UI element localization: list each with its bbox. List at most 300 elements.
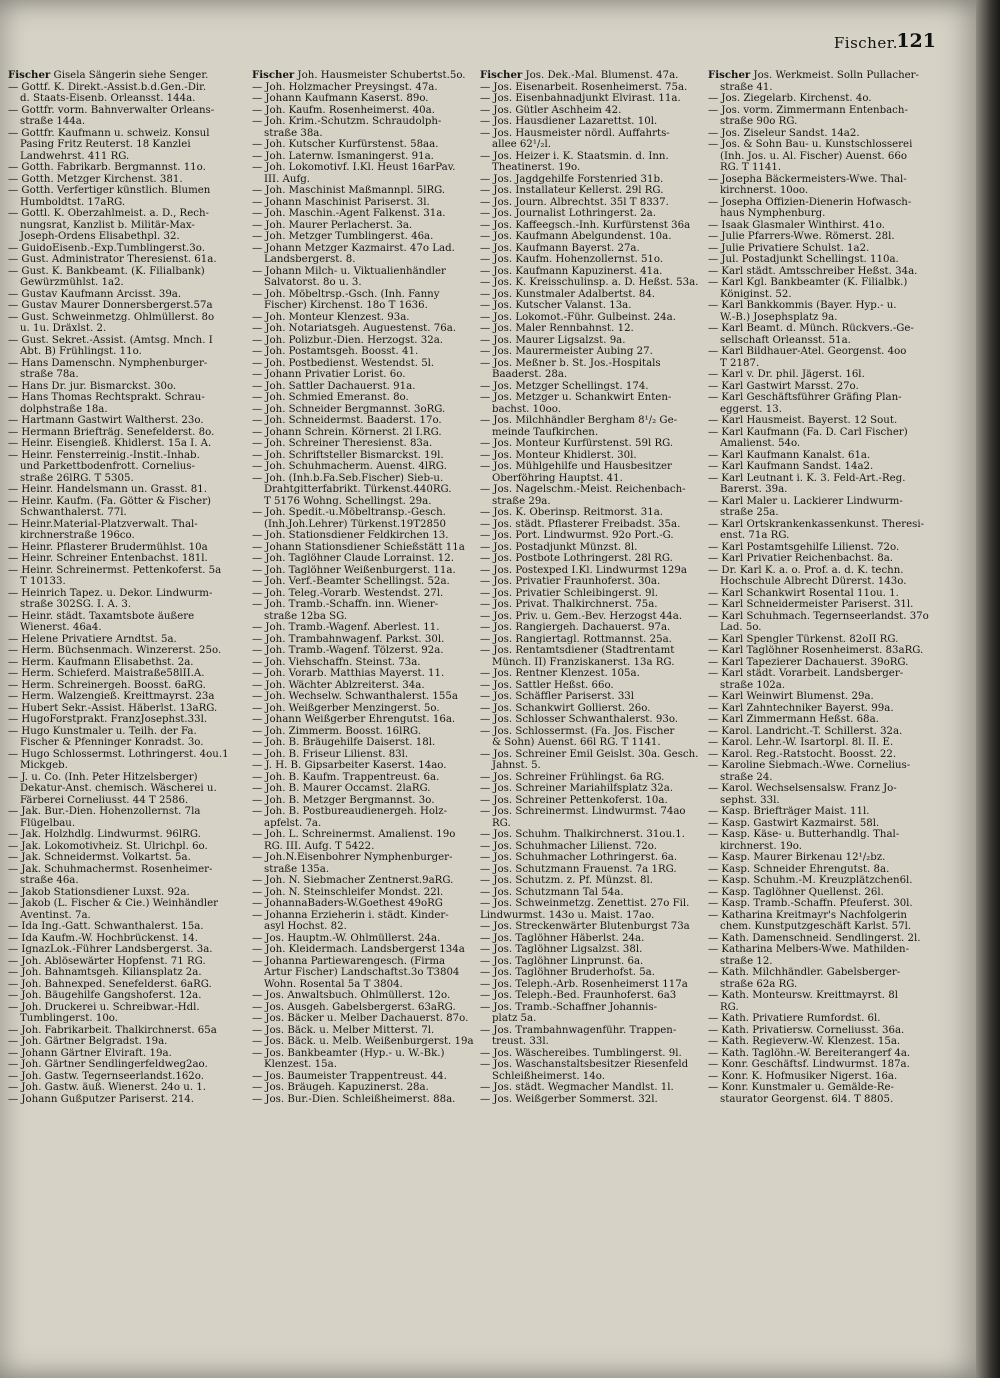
entry-text: — Gustav Maurer Donnersbergerst.57a bbox=[8, 300, 213, 311]
entry-text: — Hugo Kunstmaler u. Teilh. der Fa. bbox=[8, 725, 197, 737]
directory-entry bbox=[708, 542, 970, 554]
entry-continuation-line bbox=[8, 507, 244, 519]
directory-entry bbox=[480, 461, 706, 473]
directory-entry bbox=[252, 220, 482, 232]
directory-entry bbox=[8, 450, 244, 462]
entry-text: — Jos. Schutzmann Frauenst. 7a 1RG. bbox=[480, 863, 677, 875]
directory-entry bbox=[708, 806, 970, 818]
directory-entry bbox=[252, 185, 482, 197]
entry-text: — Joh. Taglöhner Claude Lorrainst. 12. bbox=[252, 553, 454, 564]
entry-text: RG. T 1141. bbox=[720, 162, 782, 173]
entry-continuation-line bbox=[708, 208, 970, 220]
entry-text: — Joh. Maschinist Maßmannpl. 5lRG. bbox=[252, 185, 446, 196]
directory-entry bbox=[252, 404, 482, 416]
entry-text: — IgnazLok.-Führer Landsbergerst. 3a. bbox=[8, 944, 213, 955]
entry-text: meinde Taufkirchen. bbox=[492, 426, 599, 438]
entry-text: — Joh. Tramb.-Wagenf. Tölzerst. 92a. bbox=[252, 645, 444, 656]
entry-text: — Karl Weinwirt Blumenst. 29a. bbox=[708, 691, 874, 702]
directory-entry bbox=[252, 427, 482, 439]
entry-text: — Joh. Gärtner Sendlingerfeldweg2ao. bbox=[8, 1059, 208, 1070]
directory-entry bbox=[8, 1002, 244, 1014]
directory-entry bbox=[252, 553, 482, 565]
entry-text: Klenzest. 15a. bbox=[264, 1059, 337, 1070]
entry-text: — Jos. Journ. Albrechtst. 35l T 8337. bbox=[480, 196, 669, 208]
entry-text: — Herm. Kaufmann Elisabethst. 2a. bbox=[8, 656, 194, 668]
entry-text: Wohn. Rosental 5a T 3804. bbox=[264, 978, 403, 990]
entry-text: staurator Georgenst. 6l4. T 8805. bbox=[720, 1093, 894, 1105]
entry-text: Mickgeb. bbox=[20, 760, 68, 771]
entry-text: — Jos. Milchhändler Bergham 8¹/₂ Ge- bbox=[480, 415, 678, 426]
entry-text: straße 12ba SG. bbox=[264, 610, 348, 622]
directory-entry bbox=[708, 898, 970, 910]
entry-continuation-line bbox=[252, 979, 482, 991]
directory-entry bbox=[708, 473, 970, 485]
directory-entry bbox=[252, 461, 482, 473]
directory-entry bbox=[480, 933, 706, 945]
entry-continuation-line bbox=[252, 967, 482, 979]
entry-text: — Jos. Nagelschm.-Meist. Reichenbach- bbox=[480, 484, 686, 495]
directory-entry bbox=[8, 944, 244, 956]
directory-entry bbox=[252, 105, 482, 117]
entry-text: — Johann Gußputzer Pariserst. 214. bbox=[8, 1093, 195, 1105]
directory-entry bbox=[252, 243, 482, 255]
directory-entry bbox=[480, 174, 706, 186]
directory-entry bbox=[708, 933, 970, 945]
entry-text: straße 25a. bbox=[720, 507, 779, 518]
directory-entry bbox=[8, 565, 244, 577]
entry-text: — Hans Thomas Rechtsprakt. Schrau- bbox=[8, 392, 205, 403]
entry-text: — Jos. Schreiner Mariahilfsplatz 32a. bbox=[480, 783, 674, 794]
directory-entry bbox=[252, 473, 482, 485]
entry-text: — Jos. Port. Lindwurmst. 92o Port.-G. bbox=[480, 530, 674, 541]
directory-entry bbox=[8, 427, 244, 439]
entry-text: — Jos. Trambahnwagenführ. Trappen- bbox=[480, 1024, 677, 1036]
entry-text: — Jos. Taglöhner Bruderhofst. 5a. bbox=[480, 967, 655, 978]
directory-entry bbox=[8, 772, 244, 784]
directory-entry bbox=[480, 519, 706, 531]
entry-continuation-line bbox=[252, 128, 482, 140]
entry-text: — Joh. Bahnexped. Senefelderst. 6aRG. bbox=[8, 978, 212, 990]
entry-text: — Joh. Kutscher Kurfürstenst. 58aa. bbox=[252, 139, 439, 150]
directory-entry bbox=[480, 450, 706, 462]
entry-text: — Jos. Metzger u. Schankwirt Enten- bbox=[480, 392, 672, 403]
directory-entry bbox=[252, 93, 482, 105]
directory-entry bbox=[252, 726, 482, 738]
entry-continuation-line bbox=[252, 174, 482, 186]
directory-entry bbox=[8, 542, 244, 554]
directory-entry bbox=[252, 760, 482, 772]
entry-text: — Joh. B. Kaufm. Trappentreust. 6a. bbox=[252, 771, 440, 783]
entry-text: — Jak. Lokomotivheiz. St. Ulrichpl. 6o. bbox=[8, 840, 208, 852]
entry-continuation-line bbox=[480, 818, 706, 830]
entry-text: — Hans Damenschn. Nymphenburger- bbox=[8, 357, 208, 369]
directory-entry bbox=[708, 588, 970, 600]
entry-text: Fischer) Kirchenst. 18o T 1636. bbox=[264, 300, 428, 311]
entry-text: — J. u. Co. (Inh. Peter Hitzelsberger) bbox=[8, 771, 198, 783]
entry-continuation-line bbox=[708, 82, 970, 94]
directory-entry bbox=[480, 1025, 706, 1037]
entry-text: — Jos. Kunstmaler Adalbertst. 84. bbox=[480, 288, 656, 300]
entry-text: — Jos. Bankbeamter (Hyp.- u. W.-Bk.) bbox=[252, 1047, 445, 1059]
entry-text: — Johann Metzger Kazmairst. 47o Lad. bbox=[252, 242, 455, 254]
running-head: Fischer. bbox=[833, 34, 898, 52]
directory-entry bbox=[252, 588, 482, 600]
entry-text: — Jos. Rentner Klenzest. 105a. bbox=[480, 668, 640, 679]
entry-text: — Jos. Kaufmann Kapuzinerst. 41a. bbox=[480, 265, 663, 277]
entry-continuation-line bbox=[252, 818, 482, 830]
entry-continuation-line bbox=[708, 312, 970, 324]
entry-text: — Hubert Sekr.-Assist. Häberlst. 13aRG. bbox=[8, 702, 218, 714]
directory-entry bbox=[480, 1048, 706, 1060]
entry-text: — Karl Schuhmach. Tegernseerlandst. 37o bbox=[708, 610, 929, 622]
directory-entry bbox=[8, 1036, 244, 1048]
entry-text: — Joh. Fabrikarbeit. Thalkirchnerst. 65a bbox=[8, 1024, 217, 1036]
entry-text: — Karl Kaufmann Kanalst. 61a. bbox=[708, 449, 871, 461]
directory-entry bbox=[708, 1036, 970, 1048]
entry-text: — Jos. Teleph.-Bed. Fraunhoferst. 6a3 bbox=[480, 990, 677, 1001]
entry-text: — Jak. Schuhmachermst. Rosenheimer- bbox=[8, 863, 213, 875]
entry-text: — Joh. Wechselw. Schwanthalerst. 155a bbox=[252, 691, 458, 702]
entry-continuation-line bbox=[708, 795, 970, 807]
directory-entry bbox=[708, 1025, 970, 1037]
entry-text: — Jos. Baumeister Trappentreust. 44. bbox=[252, 1070, 447, 1082]
entry-text: — Joh. B. Postbureaudienergeh. Holz- bbox=[252, 806, 448, 817]
directory-entry bbox=[8, 496, 244, 508]
entry-text: — Joh. B. Metzger Bergmannst. 3o. bbox=[252, 794, 435, 806]
entry-text: — Joh. Möbeltrsp.-Gsch. (Inh. Fanny bbox=[252, 288, 440, 300]
directory-entry bbox=[708, 1059, 970, 1071]
directory-columns bbox=[8, 70, 970, 1360]
entry-continuation-line bbox=[708, 841, 970, 853]
entry-text: — Joh. Schriftsteller Bismarckst. 19l. bbox=[252, 449, 444, 461]
entry-text: Gisela Sängerin siehe Senger. bbox=[50, 70, 209, 81]
directory-entry bbox=[8, 956, 244, 968]
entry-text: straße 26lRG. T 5305. bbox=[20, 472, 134, 484]
directory-entry bbox=[8, 634, 244, 646]
entry-text: nungsrat, Kanzlist b. Militär-Max- bbox=[20, 219, 195, 231]
entry-text: — Kath. Milchhändler. Gabelsberger- bbox=[708, 967, 901, 978]
entry-text: — Heinr. Schreinermst. Pettenkoferst. 5a bbox=[8, 564, 222, 576]
directory-entry bbox=[252, 852, 482, 864]
directory-entry bbox=[252, 956, 482, 968]
directory-entry bbox=[480, 783, 706, 795]
directory-entry bbox=[708, 450, 970, 462]
directory-entry bbox=[480, 910, 706, 922]
directory-entry bbox=[480, 438, 706, 450]
directory-entry bbox=[252, 622, 482, 634]
entry-text: straße 90o RG. bbox=[720, 116, 798, 127]
directory-entry bbox=[708, 381, 970, 393]
entry-text: — Jak. Holzhdlg. Lindwurmst. 96lRG. bbox=[8, 829, 201, 840]
entry-text: — Karol. Landricht.-T. Schillerst. 32a. bbox=[708, 725, 903, 737]
entry-text: Artur Fischer) Landschaftst.3o T3804 bbox=[264, 967, 460, 978]
entry-text: — Karl Postamtsgehilfe Lilienst. 72o. bbox=[708, 541, 900, 553]
entry-continuation-line bbox=[480, 427, 706, 439]
entry-continuation-line bbox=[480, 496, 706, 508]
directory-entry bbox=[708, 243, 970, 255]
entry-text: — Jos. & Sohn Bau- u. Kunstschlosserei bbox=[708, 139, 913, 150]
entry-text: Fischer & Pfenninger Konradst. 3o. bbox=[20, 737, 204, 748]
directory-entry bbox=[708, 553, 970, 565]
entry-text: — Karl Privatier Reichenbachst. 8a. bbox=[708, 553, 894, 564]
entry-text: — Kath. Monteursw. Kreittmayrst. 8l bbox=[708, 990, 898, 1001]
entry-text: Gewürzmühlst. 1a2. bbox=[20, 277, 124, 288]
entry-text: Landsbergerst. 8. bbox=[264, 254, 356, 265]
directory-entry bbox=[252, 749, 482, 761]
entry-text: — Josepha Offizien-Dienerin Hofwasch- bbox=[708, 196, 912, 208]
entry-text: — Kath. Regieverw.-W. Klenzest. 15a. bbox=[708, 1036, 901, 1047]
entry-text: Pasing Fritz Reuterst. 18 Kanzlei bbox=[20, 139, 191, 150]
entry-text: — Johann Maschinist Pariserst. 3l. bbox=[252, 196, 430, 208]
directory-entry bbox=[8, 1025, 244, 1037]
directory-entry bbox=[480, 772, 706, 784]
entry-text: — Jos. Mühlgehilfe und Hausbesitzer bbox=[480, 461, 672, 472]
entry-continuation-line bbox=[480, 1013, 706, 1025]
directory-entry bbox=[252, 415, 482, 427]
entry-text: — Jos. Taglöhner Ligsalzst. 38l. bbox=[480, 944, 643, 955]
entry-text: — Jos. Schuhm. Thalkirchnerst. 31ou.1. bbox=[480, 829, 685, 840]
entry-text: straße 24. bbox=[720, 771, 773, 783]
directory-entry bbox=[8, 553, 244, 565]
directory-entry bbox=[708, 645, 970, 657]
directory-entry bbox=[480, 553, 706, 565]
entry-text: — Jos. Bur.-Dien. Schleißheimerst. 88a. bbox=[252, 1093, 456, 1105]
directory-entry bbox=[708, 829, 970, 841]
directory-entry bbox=[708, 657, 970, 669]
directory-entry bbox=[252, 875, 482, 887]
surname-heading: Fischer bbox=[708, 70, 751, 81]
directory-entry bbox=[708, 392, 970, 404]
entry-continuation-line bbox=[252, 484, 482, 496]
entry-text: — Jos. Bäck. u. Melb. Weißenburgerst. 19a bbox=[252, 1036, 474, 1047]
entry-continuation-line bbox=[480, 1071, 706, 1083]
directory-entry bbox=[480, 530, 706, 542]
entry-text: — Kath. Damenschneid. Sendlingerst. 2l. bbox=[708, 932, 921, 944]
entry-continuation-line bbox=[8, 461, 244, 473]
directory-entry bbox=[708, 852, 970, 864]
directory-entry bbox=[8, 1048, 244, 1060]
entry-text: — Gust. K. Bankbeamt. (K. Filialbank) bbox=[8, 265, 205, 277]
directory-entry bbox=[8, 519, 244, 531]
entry-text: Dekatur-Anst. chemisch. Wäscherei u. bbox=[20, 783, 217, 794]
entry-text: RG. III. Aufg. T 5422. bbox=[264, 840, 375, 852]
entry-text: — Jos. Schäffler Pariserst. 33l bbox=[480, 691, 635, 702]
entry-text: — Joh. Tramb.-Wagenf. Aberlest. 11. bbox=[252, 622, 440, 633]
directory-entry bbox=[480, 921, 706, 933]
directory-entry bbox=[480, 645, 706, 657]
entry-text: — Joh. N. Steinschleifer Mondst. 22l. bbox=[252, 886, 444, 898]
entry-text: — Kath. Privatiersw. Corneliusst. 36a. bbox=[708, 1024, 905, 1036]
entry-text: — Johann Milch- u. Viktualienhändler bbox=[252, 265, 446, 277]
entry-text: straße 302SG. I. A. 3. bbox=[20, 599, 132, 610]
entry-text: — Jos. Ziegelarb. Kirchenst. 4o. bbox=[708, 93, 872, 104]
entry-text: treust. 33l. bbox=[492, 1036, 549, 1047]
directory-entry bbox=[480, 703, 706, 715]
entry-text: — Joh. Schneider Bergmannst. 3oRG. bbox=[252, 403, 446, 415]
directory-entry bbox=[8, 829, 244, 841]
directory-entry bbox=[8, 657, 244, 669]
entry-text: — Jos. vorm. Zimmermann Entenbach- bbox=[708, 104, 908, 116]
entry-text: — Karl Spengler Türkenst. 82oII RG. bbox=[708, 633, 899, 645]
directory-entry bbox=[252, 887, 482, 899]
entry-text: — Johann Weißgerber Ehrengutst. 16a. bbox=[252, 714, 456, 725]
directory-entry bbox=[252, 369, 482, 381]
entry-text: — Johann Kaufmann Kaserst. 89o. bbox=[252, 93, 429, 104]
directory-entry bbox=[8, 208, 244, 220]
surname-heading: Fischer bbox=[8, 70, 51, 81]
entry-text: — Joh. Druckerei u. Schreibwar.-Hdl. bbox=[8, 1001, 200, 1013]
directory-entry bbox=[708, 496, 970, 508]
entry-text: — Jos. Postadjunkt Münzst. 8l. bbox=[480, 541, 638, 553]
entry-text: — Joh. Maurer Perlacherst. 3a. bbox=[252, 219, 413, 231]
entry-text: — Karl Zahntechniker Bayerst. 99a. bbox=[708, 702, 894, 714]
entry-text: — Gottf. K. Direkt.-Assist.b.d.Gen.-Dir. bbox=[8, 81, 207, 93]
entry-continuation-line bbox=[8, 404, 244, 416]
directory-entry bbox=[708, 887, 970, 899]
directory-entry bbox=[252, 829, 482, 841]
directory-entry bbox=[708, 105, 970, 117]
entry-continuation-line bbox=[8, 622, 244, 634]
directory-entry bbox=[708, 990, 970, 1002]
entry-text: — Gotth. Metzger Kirchenst. 381. bbox=[8, 173, 183, 185]
directory-entry bbox=[8, 680, 244, 692]
entry-text: — Jos. Meßner b. St. Jos.-Hospitals bbox=[480, 357, 661, 369]
entry-text: — Kasp. Maurer Birkenau 12¹/₂bz. bbox=[708, 852, 886, 863]
entry-text: — Joh. Gastw. äuß. Wienerst. 24o u. 1. bbox=[8, 1082, 207, 1093]
entry-text: — Julie Pfarrers-Wwe. Römerst. 28l. bbox=[708, 231, 895, 242]
entry-text: — Hartmann Gastwirt Waltherst. 23o. bbox=[8, 415, 204, 426]
entry-text: — Konr. K. Hofmusiker Nigerst. 16a. bbox=[708, 1070, 898, 1082]
directory-entry bbox=[252, 542, 482, 554]
entry-text: — Joh. Spedit.-u.Möbeltransp.-Gesch. bbox=[252, 507, 446, 518]
entry-text: — Jos. städt. Wegmacher Mandlst. 1l. bbox=[480, 1082, 674, 1093]
entry-text: — Joh. Teleg.-Vorarb. Westendst. 27l. bbox=[252, 587, 444, 599]
entry-continuation-line bbox=[480, 473, 706, 485]
entry-text: — JohannaBaders-W.Goethest 49oRG bbox=[252, 898, 443, 909]
directory-entry bbox=[480, 220, 706, 232]
directory-entry bbox=[8, 852, 244, 864]
entry-text: — GuidoEisenb.-Exp.Tumblingerst.3o. bbox=[8, 242, 205, 254]
entry-text: — Karoline Siebmach.-Wwe. Cornelius- bbox=[708, 760, 911, 771]
entry-text: T 5176 Wohng. Schellingst. 29a. bbox=[264, 495, 432, 507]
entry-text: — Johanna Partiewarengesch. (Firma bbox=[252, 955, 446, 967]
directory-entry bbox=[8, 415, 244, 427]
entry-text: — Kasp. Schuhm.-M. Kreuzplätzchen6l. bbox=[708, 875, 913, 886]
directory-entry bbox=[252, 576, 482, 588]
directory-entry bbox=[480, 829, 706, 841]
directory-entry bbox=[480, 956, 706, 968]
entry-text: Landwehrst. 411 RG. bbox=[20, 150, 130, 162]
entry-text: — Joh. Verf.-Beamter Schellingst. 52a. bbox=[252, 576, 450, 587]
entry-text: — Heinr. Pflasterer Brudermühlst. 10a bbox=[8, 541, 208, 553]
directory-entry bbox=[8, 611, 244, 623]
entry-text: — Jos. Schutzm. z. Pf. Münzst. 8l. bbox=[480, 875, 654, 886]
directory-entry bbox=[480, 599, 706, 611]
directory-entry bbox=[252, 82, 482, 94]
entry-text: — Jak. Bur.-Dien. Hohenzollernst. 7la bbox=[8, 806, 201, 817]
directory-entry bbox=[480, 185, 706, 197]
entry-text: — Jos. Sattler Heßst. 66o. bbox=[480, 679, 614, 691]
entry-text: — Jos. Schlossermst. (Fa. Jos. Fischer bbox=[480, 725, 675, 737]
entry-text: — Jos. Ziseleur Sandst. 14a2. bbox=[708, 127, 860, 139]
directory-entry bbox=[708, 565, 970, 577]
entry-text: III. Aufg. bbox=[264, 173, 310, 185]
directory-entry bbox=[252, 1071, 482, 1083]
directory-entry bbox=[252, 530, 482, 542]
entry-text: — Jos. Schlosser Schwanthalerst. 93o. bbox=[480, 714, 679, 725]
entry-continuation-line bbox=[708, 484, 970, 496]
directory-entry bbox=[708, 634, 970, 646]
directory-entry bbox=[8, 703, 244, 715]
entry-continuation-line bbox=[708, 151, 970, 163]
directory-entry bbox=[708, 668, 970, 680]
entry-text: allee 62¹/₂l. bbox=[492, 139, 551, 150]
directory-entry bbox=[480, 358, 706, 370]
directory-entry bbox=[480, 105, 706, 117]
entry-continuation-line bbox=[8, 910, 244, 922]
entry-text: Schwanthalerst. 77l. bbox=[20, 507, 127, 518]
directory-entry bbox=[8, 990, 244, 1002]
directory-entry bbox=[252, 1013, 482, 1025]
entry-text: — Karl Beamt. d. Münch. Rückvers.-Ge- bbox=[708, 323, 914, 334]
directory-entry bbox=[8, 979, 244, 991]
entry-text: Lad. 5o. bbox=[720, 622, 762, 633]
entry-text: — Jos. Schreiner Emil Geislst. 30a. Gesch. bbox=[480, 748, 699, 760]
directory-entry bbox=[708, 128, 970, 140]
entry-text: apfelst. 7a. bbox=[264, 817, 322, 829]
directory-entry bbox=[480, 875, 706, 887]
directory-entry bbox=[252, 151, 482, 163]
directory-entry bbox=[252, 680, 482, 692]
column-2 bbox=[252, 70, 482, 1360]
entry-text: — Joh. Viehschaffn. Steinst. 73a. bbox=[252, 656, 421, 668]
entry-continuation-line bbox=[708, 622, 970, 634]
entry-text: — Joh. Schreiner Theresienst. 83a. bbox=[252, 438, 433, 449]
entry-text: — Jos. Rangiergeh. Dachauerst. 97a. bbox=[480, 622, 671, 633]
directory-entry bbox=[480, 507, 706, 519]
entry-text: — Jos. Schreiner Frühlingst. 6a RG. bbox=[480, 771, 665, 783]
directory-entry bbox=[252, 358, 482, 370]
directory-entry bbox=[252, 990, 482, 1002]
directory-entry bbox=[8, 726, 244, 738]
directory-entry bbox=[480, 634, 706, 646]
entry-text: — Joh. Kaufm. Rosenheimerst. 40a. bbox=[252, 104, 435, 116]
entry-text: kirchnerst. 19o. bbox=[720, 840, 802, 852]
entry-text: — Joh. Zimmerm. Boosst. 16lRG. bbox=[252, 725, 422, 737]
entry-text: — Karl Ortskrankenkassenkunst. Theresi- bbox=[708, 518, 925, 530]
entry-text: Jahnst. 5. bbox=[492, 760, 541, 771]
entry-text: — Joh. Notariatsgeh. Auguestenst. 76a. bbox=[252, 323, 457, 334]
entry-text: — Johann Privatier Lorist. 6o. bbox=[252, 369, 406, 380]
directory-entry bbox=[480, 484, 706, 496]
entry-text: — Jos. Taglöhner Linprunst. 6a. bbox=[480, 955, 644, 967]
entry-continuation-line bbox=[8, 151, 244, 163]
entry-continuation-line bbox=[480, 162, 706, 174]
directory-entry bbox=[252, 933, 482, 945]
entry-text: — Joh. Monteur Klenzest. 93a. bbox=[252, 311, 410, 323]
directory-entry bbox=[252, 645, 482, 657]
entry-text: — Karl Kaufmann Sandst. 14a2. bbox=[708, 461, 874, 472]
entry-text: — Jos. Bäck. u. Melber Mitterst. 7l. bbox=[252, 1024, 435, 1036]
directory-entry bbox=[708, 427, 970, 439]
entry-text: — Jos. Installateur Kellerst. 29l RG. bbox=[480, 185, 664, 196]
entry-continuation-line bbox=[708, 438, 970, 450]
entry-text: Färberei Corneliusst. 44 T 2586. bbox=[20, 794, 189, 806]
entry-text: — Joh. Lokomotivf. I.Kl. Heust 16arPav. bbox=[252, 162, 456, 173]
directory-entry bbox=[8, 645, 244, 657]
entry-text: — Kasp. Gastwirt Kazmairst. 58l. bbox=[708, 817, 880, 829]
entry-text: — Jos. Wäschereibes. Tumblingerst. 9l. bbox=[480, 1047, 682, 1059]
